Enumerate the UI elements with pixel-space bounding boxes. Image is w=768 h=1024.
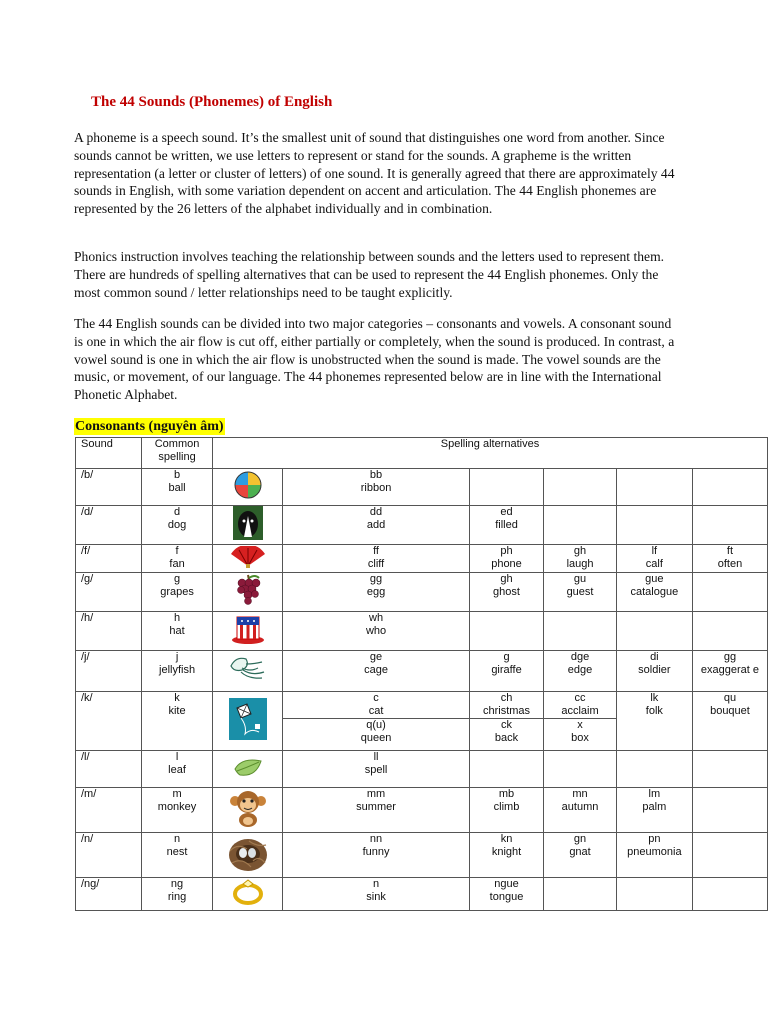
spelling-alternative (692, 545, 767, 573)
ring-icon (231, 878, 265, 910)
header-common-line1: Common (154, 438, 200, 450)
common-spelling-cell (142, 573, 213, 612)
alt-spelling: gue (645, 573, 664, 585)
alt-example-word: pneumonia (627, 846, 682, 858)
common-letter: g (173, 573, 181, 585)
alt-example-word: who (365, 625, 387, 637)
spelling-alternative (283, 692, 469, 719)
alt-spelling: gu (573, 573, 587, 585)
alt-example-word: add (366, 519, 386, 531)
table-row (76, 788, 768, 833)
common-spelling-cell (142, 545, 213, 573)
alt-example-word: catalogue (630, 586, 679, 598)
alt-example-word: queen (360, 732, 392, 744)
alt-spelling: mb (498, 788, 515, 800)
alt-spelling: bb (369, 469, 383, 481)
common-spelling-cell (142, 692, 213, 751)
alt-spelling: lf (651, 545, 658, 557)
spelling-alternative (283, 469, 469, 506)
picture-cell (213, 788, 283, 833)
spelling-alternative (469, 788, 544, 833)
alt-spelling: q(u) (366, 719, 386, 731)
alt-example-word: autumn (561, 801, 599, 813)
jellyfish-icon (228, 654, 268, 688)
consonants-heading: Consonants (nguyên âm) (75, 419, 224, 434)
sound-cell: /m/ (76, 788, 142, 833)
spelling-alternative (616, 878, 692, 911)
nest-icon (227, 833, 269, 877)
table-row (76, 545, 768, 573)
alt-example-word: gnat (569, 846, 591, 858)
example-word: kite (168, 705, 186, 717)
picture-cell (213, 751, 283, 788)
sound-cell: /ng/ (76, 878, 142, 911)
sound-cell: /b/ (76, 469, 142, 506)
alt-example-word: funny (362, 846, 390, 858)
alt-example-word: filled (495, 519, 518, 531)
alt-example-word: tongue (489, 891, 524, 903)
alt-spelling: ngue (494, 878, 519, 890)
spelling-alternative (469, 651, 544, 692)
alt-example-word: soldier (638, 664, 671, 676)
spelling-alternative (616, 612, 692, 651)
table-row (76, 573, 768, 612)
spelling-alternative (692, 751, 767, 788)
document-title: The 44 Sounds (Phonemes) of English (91, 94, 333, 110)
alt-spelling: mn (572, 788, 588, 800)
alt-spelling: wh (369, 612, 384, 624)
table-row (76, 612, 768, 651)
spelling-alternative (469, 751, 544, 788)
picture-cell (213, 506, 283, 545)
spelling-alternative (283, 573, 469, 612)
picture-cell (213, 469, 283, 506)
alt-example-word: box (571, 732, 589, 744)
alt-example-word: cat (368, 705, 384, 717)
spelling-alternative (544, 833, 616, 878)
spelling-alternative (544, 545, 616, 573)
spelling-alternative (692, 612, 767, 651)
alt-example-word: giraffe (491, 664, 522, 676)
spelling-alternative (283, 878, 469, 911)
alt-example-word: acclaim (561, 705, 599, 717)
alt-spelling: gh (573, 545, 587, 557)
header-common-spelling (142, 438, 213, 469)
spelling-alternative (283, 545, 469, 573)
spelling-alternative (469, 692, 544, 719)
common-spelling-cell (142, 469, 213, 506)
spelling-alternative (283, 612, 469, 651)
spelling-alternative (469, 878, 544, 911)
alt-example-word: edge (567, 664, 593, 676)
alt-example-word: spell (364, 764, 388, 776)
table-row (76, 651, 768, 692)
sound-cell: /n/ (76, 833, 142, 878)
alt-spelling: ge (369, 651, 383, 663)
alt-example-word: summer (356, 801, 396, 813)
table-header-row (76, 438, 768, 469)
alt-spelling: gg (369, 573, 383, 585)
alt-example-word: christmas (482, 705, 531, 717)
header-common-line2: spelling (158, 451, 196, 463)
alt-spelling: pn (648, 833, 661, 845)
spelling-alternative (283, 751, 469, 788)
spelling-alternative (544, 612, 616, 651)
alt-spelling: ch (500, 692, 513, 704)
common-letter: d (173, 506, 181, 518)
spelling-alternative (692, 878, 767, 911)
alt-spelling: dge (570, 651, 590, 663)
common-letter: k (174, 692, 180, 704)
example-word: hat (169, 625, 185, 637)
grapes-icon (233, 573, 263, 611)
table-row (76, 751, 768, 788)
spelling-alternative (616, 751, 692, 788)
common-spelling-cell (142, 788, 213, 833)
common-letter: ng (170, 878, 184, 890)
alt-example-word: sink (366, 891, 386, 903)
alt-spelling: dd (369, 506, 383, 518)
spelling-alternative (692, 833, 767, 878)
alt-example-word: cage (364, 664, 388, 676)
table-row (76, 833, 768, 878)
fan-icon (229, 546, 267, 572)
example-word: ring (167, 891, 187, 903)
alt-spelling: ft (726, 545, 734, 557)
spelling-alternative (692, 506, 767, 545)
consonants-table (75, 437, 768, 911)
alt-example-word: ribbon (360, 482, 392, 494)
common-spelling-cell (142, 612, 213, 651)
example-word: ball (168, 482, 186, 494)
spelling-alternative (283, 833, 469, 878)
common-spelling-cell (142, 833, 213, 878)
leaf-icon (232, 755, 264, 783)
alt-spelling: nn (369, 833, 383, 845)
alt-example-word: calf (645, 558, 663, 570)
spelling-alternative (544, 651, 616, 692)
alt-spelling: lk (650, 692, 659, 704)
alt-spelling: x (577, 719, 583, 731)
picture-cell (213, 651, 283, 692)
spelling-alternative (544, 751, 616, 788)
alt-spelling: ll (373, 751, 379, 763)
spelling-alternative (544, 788, 616, 833)
sound-cell: /d/ (76, 506, 142, 545)
common-spelling-cell (142, 506, 213, 545)
alt-spelling: ph (500, 545, 513, 557)
alt-example-word: phone (491, 558, 522, 570)
common-letter: m (172, 788, 182, 800)
common-letter: l (175, 751, 179, 763)
sound-cell: /l/ (76, 751, 142, 788)
spelling-alternative (469, 545, 544, 573)
spelling-alternative (469, 573, 544, 612)
alt-spelling: gh (500, 573, 513, 585)
example-word: dog (167, 519, 187, 531)
spelling-alternative (544, 506, 616, 545)
example-word: leaf (168, 764, 186, 776)
alt-spelling: gg (723, 651, 737, 663)
alt-spelling: ck (501, 719, 512, 731)
spelling-alternative (544, 719, 616, 751)
example-word: grapes (160, 586, 194, 598)
spelling-alternative (469, 469, 544, 506)
alt-spelling: c (373, 692, 379, 704)
spelling-alternative (283, 788, 469, 833)
alt-example-word: back (494, 732, 519, 744)
spelling-alternative (692, 469, 767, 506)
common-letter: h (173, 612, 181, 624)
example-word: monkey (157, 801, 197, 813)
spelling-alternative (469, 506, 544, 545)
alt-example-word: guest (566, 586, 594, 598)
hat-icon (230, 613, 266, 649)
dog-icon (233, 506, 263, 544)
spelling-alternative (283, 506, 469, 545)
spelling-alternative (283, 651, 469, 692)
alt-example-word: palm (642, 801, 667, 813)
spelling-alternative (469, 833, 544, 878)
table-row (76, 469, 768, 506)
alt-example-word: cliff (367, 558, 385, 570)
picture-cell (213, 612, 283, 651)
picture-cell (213, 833, 283, 878)
alt-spelling: qu (723, 692, 737, 704)
sound-cell: /j/ (76, 651, 142, 692)
phonics-paragraph: Phonics instruction involves teaching the relationship between sounds and the letters used to represent them. There are hundreds of spelling alternatives that can be used to represent the 44 English phonemes. Only the most common sound / letter relationships need to be taught explicitly. (74, 249, 665, 300)
common-letter: b (173, 469, 181, 481)
sound-cell: /g/ (76, 573, 142, 612)
alt-spelling: cc (574, 692, 586, 704)
alt-example-word: knight (491, 846, 522, 858)
spelling-alternative (544, 469, 616, 506)
spelling-alternative (616, 545, 692, 573)
alt-spelling: di (650, 651, 659, 663)
spelling-alternative (616, 573, 692, 612)
alt-example-word: laugh (566, 558, 594, 570)
spelling-alternative (616, 469, 692, 506)
alt-spelling: n (372, 878, 380, 890)
spelling-alternative (616, 651, 692, 692)
alt-example-word: exaggerat e (700, 664, 760, 676)
table-row (76, 878, 768, 911)
intro-paragraph: A phoneme is a speech sound. It’s the smallest unit of sound that distinguishes one word from another. Since sounds cannot be written, we use letters to represent or stand for the sounds. A grapheme is the written representation (a letter or cluster of letters) of one sound. It is generally agreed that there are approximately 44 sounds in English, with some variation dependent on accent and articulation. The 44 English phonemes are represented by the 26 letters of the alphabet individually and in combination. (74, 130, 675, 217)
alt-example-word: climb (493, 801, 520, 813)
picture-cell (213, 573, 283, 612)
ball-icon (231, 470, 265, 504)
table-row (76, 692, 768, 719)
table-row (76, 506, 768, 545)
example-word: jellyfish (159, 664, 196, 676)
spelling-alternative (544, 878, 616, 911)
spelling-alternative (544, 573, 616, 612)
alt-spelling: mm (366, 788, 386, 800)
alt-example-word: egg (366, 586, 386, 598)
header-spelling-alternatives: Spelling alternatives (213, 438, 768, 469)
alt-example-word: bouquet (710, 705, 750, 717)
spelling-alternative (469, 612, 544, 651)
common-letter: n (173, 833, 181, 845)
sound-cell: /k/ (76, 692, 142, 751)
common-letter: f (175, 545, 179, 557)
picture-cell (213, 545, 283, 573)
example-word: fan (169, 558, 185, 570)
picture-cell (213, 878, 283, 911)
spelling-alternative (616, 833, 692, 878)
alt-spelling: ed (500, 506, 513, 518)
example-word: nest (166, 846, 188, 858)
alt-spelling: gn (573, 833, 587, 845)
alt-example-word: folk (645, 705, 663, 717)
alt-example-word: often (717, 558, 743, 570)
spelling-alternative (544, 692, 616, 719)
categories-paragraph: The 44 English sounds can be divided into two major categories – consonants and vowels. A consonant sound is one in which the air flow is cut off, either partially or completely, when the sound is produced. In contrast, a vowel sound is one in which the air flow is unobstructed when the sound is made. The vowel sounds are the music, or movement, of our language. The 44 phonemes represented below are in line with the International Phonetic Alphabet. (74, 316, 675, 403)
alt-spelling: kn (500, 833, 513, 845)
spelling-alternative (616, 506, 692, 545)
spelling-alternative (616, 788, 692, 833)
spelling-alternative (692, 692, 767, 751)
sound-cell: /f/ (76, 545, 142, 573)
picture-cell (213, 692, 283, 751)
spelling-alternative (283, 719, 469, 751)
spelling-alternative (469, 719, 544, 751)
common-spelling-cell (142, 651, 213, 692)
spelling-alternative (692, 651, 767, 692)
alt-spelling: ff (373, 545, 379, 557)
common-letter: j (175, 651, 179, 663)
header-sound: Sound (76, 438, 142, 469)
common-spelling-cell (142, 878, 213, 911)
spelling-alternative (692, 573, 767, 612)
kite-icon (229, 698, 267, 744)
sound-cell: /h/ (76, 612, 142, 651)
common-spelling-cell (142, 751, 213, 788)
spelling-alternative (616, 692, 692, 751)
monkey-icon (227, 788, 269, 832)
alt-spelling: g (503, 651, 510, 663)
alt-spelling: lm (648, 788, 661, 800)
spelling-alternative (692, 788, 767, 833)
alt-example-word: ghost (493, 586, 520, 598)
